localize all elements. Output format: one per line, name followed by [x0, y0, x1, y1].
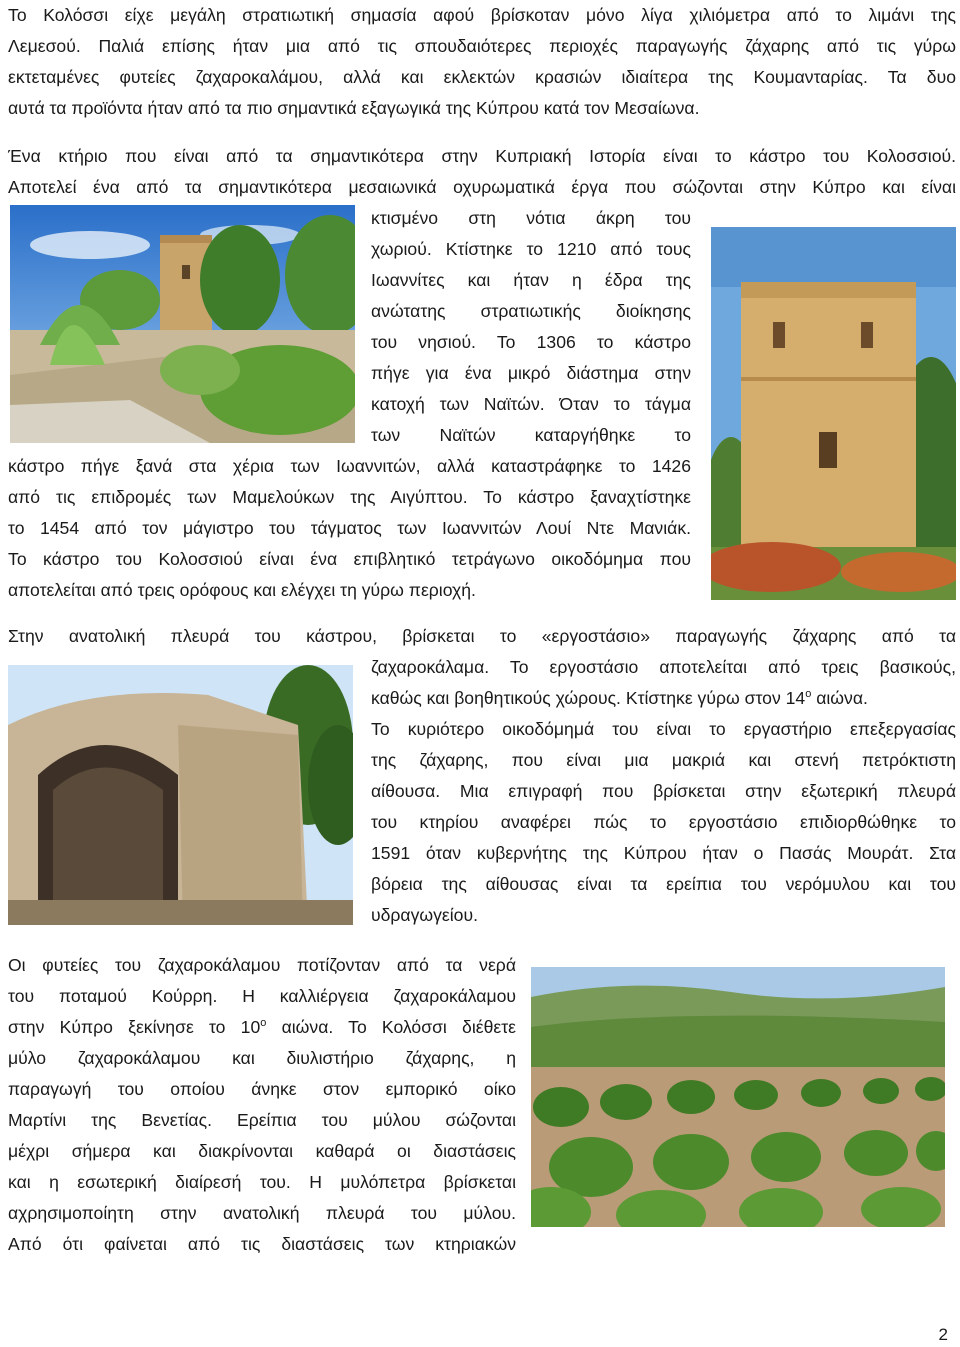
castle-paragraph-bottom: [8, 451, 691, 606]
castle-paragraph-middle: [371, 203, 691, 451]
text-line: Το Κολόσσι είχε μεγάλη στρατιωτική σημασία αφού βρίσκοταν μόνο λίγα χιλιόμετρα από το λιμάνι της: [8, 5, 956, 25]
text-line: του κτηρίου αναφέρει πώς το εργοστάσιο επιδιορθώθηκε το: [371, 812, 956, 832]
sugarcane-paragraph: [8, 950, 516, 1260]
text-line: από τις επιδρομές των Μαμελούκων της Αιγύπτου. Το κάστρο ξαναχτίστηκε: [8, 487, 691, 507]
intro-paragraph: [8, 0, 956, 124]
text-line: πήγε για ένα μικρό διάστημα στην: [371, 363, 691, 383]
text-line: στην Κύπρο ξεκίνησε το $10^o$ αιώνα. Το Κολόσσι διέθετε: [8, 1017, 517, 1037]
superscript: ο: [805, 688, 812, 700]
text-line: αποτελείται από τρεις ορόφους και ελέγχει τη γύρω περιοχή.: [8, 580, 476, 600]
text-line: Το κάστρο του Κολοσσιού είναι ένα επιβλητικό τετράγωνο οικοδόμημα που: [8, 549, 691, 569]
text-line: Οι φυτείες του ζαχαροκάλαμου ποτίζονταν από τα νερά: [8, 955, 516, 975]
text-line: μέχρι σήμερα και διακρίνονται καθαρά οι διαστάσεις: [8, 1141, 516, 1161]
text-line: κατοχή των Ναϊτών. Όταν το τάγμα: [371, 394, 691, 414]
text-line: κτισμένο στη νότια άκρη του: [371, 208, 691, 228]
text-line: Μαρτίνι της Βενετίας. Ερείπια του μύλου σώζονται: [8, 1110, 516, 1130]
text-line: αίθουσα. Μια επιγραφή που βρίσκεται στην εξωτερική πλευρά: [371, 781, 956, 801]
text-line: του νησιού. Το 1306 το κάστρο: [371, 332, 691, 352]
text-line: 1591 όταν κυβερνήτης της Κύπρου ήταν ο Πασάς Μουράτ. Στα: [371, 843, 956, 863]
text-line: Ιωαννίτες και ήταν η έδρα της: [371, 270, 691, 290]
text-line: κάστρο πήγε ξανά στα χέρια των Ιωαννιτών, αλλά καταστράφηκε το 1426: [8, 456, 691, 476]
text-line: ζαχαροκάλαμα. Το εργοστάσιο αποτελείται από τρεις βασικούς,: [371, 657, 956, 677]
text-line: βόρεια της αίθουσας είναι τα ερείπια του νερόμυλου και του: [371, 874, 956, 894]
castle-garden-photo: [10, 205, 355, 443]
text-line: ανώτατης στρατιωτικής διοίκησης: [371, 301, 691, 321]
text-line: Ένα κτήριο που είναι από τα σημαντικότερα στην Κυπριακή Ιστορία είναι το κάστρο του Κολοσσιού.: [8, 146, 956, 166]
text-line: της ζάχαρης, που είναι μια μακριά και στενή πετρόκτιστη: [371, 750, 956, 770]
text-line: Λεμεσού. Παλιά επίσης ήταν μια από τις σπουδαιότερες περιοχές παραγωγής ζάχαρης από τις γύρω: [8, 36, 956, 56]
factory-intro-line: Στην ανατολική πλευρά του κάστρου, βρίσκεται το «εργοστάσιο» παραγωγής ζάχαρης από τα: [8, 626, 956, 646]
text-line: εκτεταμένες φυτείες ζαχαροκαλάμου, αλλά και εκλεκτών κρασιών ιδιαίτερα της Κουμανταρίας. Τα δυο: [8, 67, 956, 87]
text-line: του ποταμού Κούρρη. Η καλλιέργεια ζαχαροκάλαμου: [8, 986, 516, 1006]
sugar-factory-photo: [8, 665, 353, 925]
text-line: αχρησιμοποίητη στην ανατολική πλευρά του μύλου.: [8, 1203, 516, 1223]
vineyard-photo: [531, 967, 945, 1227]
text-line: αυτά τα προϊόντα ήταν από τα πιο σημαντικά εξαγωγικά της Κύπρου κατά τον Μεσαίωνα.: [8, 98, 700, 118]
castle-paragraph-top: [8, 141, 956, 203]
text-line: μύλο ζαχαροκάλαμου και διυλιστήριο ζάχαρης, η: [8, 1048, 516, 1068]
factory-paragraph: [371, 652, 956, 931]
page-number: 2: [938, 1325, 948, 1344]
text-line: Αποτελεί ένα από τα σημαντικότερα μεσαιωνικά οχυρωματικά έργα που σώζονται στην Κύπρο και είναι: [8, 177, 956, 197]
text-line: το 1454 από τον μάγιστρο του τάγματος των Ιωαννιτών Λουί Ντε Μανιάκ.: [8, 518, 691, 538]
text-line: και η εσωτερική διαίρεσή του. Η μυλόπετρα βρίσκεται: [8, 1172, 516, 1192]
text-line: των Ναϊτών καταργήθηκε το: [371, 425, 691, 445]
text-line: Το κυριότερο οικοδόμημά του είναι το εργαστήριο επεξεργασίας: [371, 719, 956, 739]
text-line: καθώς και βοηθητικούς χώρους. Κτίστηκε γύρω στον $14^o$ αιώνα.: [371, 688, 868, 708]
castle-tower-photo: [711, 227, 956, 600]
text-line: υδραγωγείου.: [371, 905, 478, 925]
superscript: ο: [260, 1017, 267, 1029]
text-line: χωριού. Κτίστηκε το 1210 από τους: [371, 239, 691, 259]
text-line: παραγωγή του οποίου άνηκε στον εμπορικό οίκο: [8, 1079, 516, 1099]
text-line: Από ότι φαίνεται από τις διαστάσεις των κτηριακών: [8, 1234, 516, 1254]
